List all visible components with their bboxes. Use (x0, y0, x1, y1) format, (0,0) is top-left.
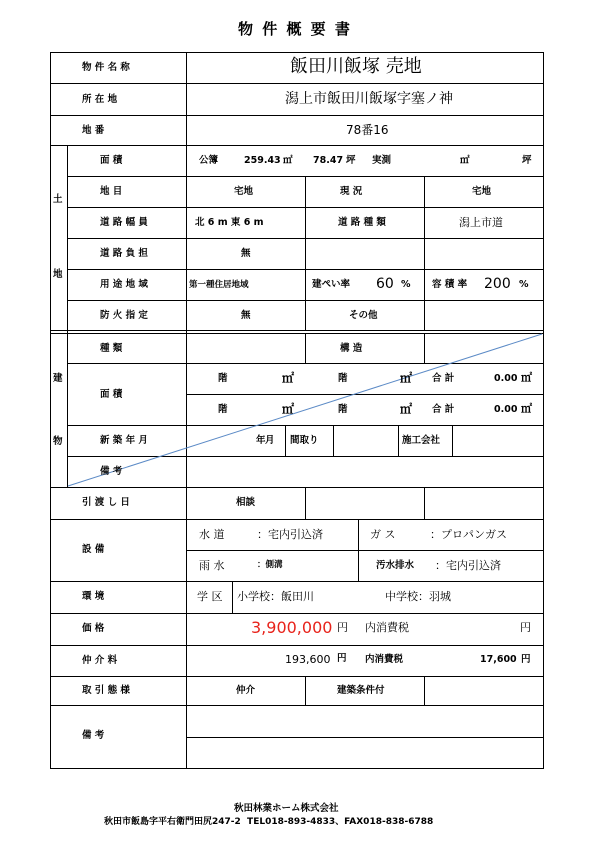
land-area-m2-unit: ㎡ (283, 155, 293, 166)
built-month-unit: 月 (265, 435, 275, 446)
building-area-label: 面 積 (100, 389, 123, 400)
road-type-value: 潟上市道 (459, 216, 503, 229)
delivery-value: 相談 (236, 497, 256, 508)
total2-unit: ㎡ (521, 402, 532, 415)
commission-yen: 円 (337, 653, 347, 664)
price-label: 価 格 (82, 623, 105, 634)
bcr-percent: % (401, 279, 411, 290)
water-value: ：宅内引込済 (257, 528, 323, 541)
location-label: 所 在 地 (82, 94, 118, 105)
commission-value: 193,600 (285, 653, 331, 666)
facilities-label: 設 備 (82, 544, 105, 555)
layout-label: 間取り (290, 435, 319, 446)
fire-value: 無 (241, 310, 251, 321)
floor2-b-unit: ㎡ (400, 402, 413, 416)
commission-tax-value: 17,600 (480, 654, 517, 665)
land-status-value: 宅地 (472, 186, 492, 197)
land-area-label: 面 積 (100, 155, 123, 166)
land-area-m2: 259.43 (244, 155, 281, 166)
building-type-label: 種 類 (100, 343, 123, 354)
rain-value: ：側溝 (257, 560, 283, 570)
building-remarks-label: 備 考 (100, 466, 123, 477)
rain-label: 雨 水 (199, 559, 225, 572)
remarks-label: 備 考 (82, 730, 105, 741)
far-percent: % (519, 279, 529, 290)
floor2-b-label: 階 (338, 404, 348, 415)
road-burden-label: 道 路 負 担 (100, 248, 148, 259)
footer-company: 秋田林業ホーム株式会社 (234, 803, 339, 814)
floor1-a-label: 階 (218, 373, 228, 384)
lot-number-label: 地 番 (82, 125, 105, 136)
lot-number-value: 78番16 (346, 123, 389, 137)
delivery-label: 引 渡 し 日 (82, 497, 130, 508)
environment-label: 環 境 (82, 591, 105, 602)
land-area-tsubo-unit: 坪 (346, 155, 356, 166)
far-value: 200 (484, 276, 511, 292)
floor1-a-unit: ㎡ (282, 371, 295, 385)
survey-m2-unit: ㎡ (460, 155, 470, 166)
road-width-label: 道 路 幅 員 (100, 217, 148, 228)
price-value: 3,900,000 (251, 618, 333, 637)
elementary-school: 小学校：飯田川 (237, 590, 314, 603)
floor2-a-label: 階 (218, 404, 228, 415)
land-area-tsubo: 78.47 (313, 155, 344, 166)
road-type-label: 道 路 種 類 (338, 217, 386, 228)
price-yen: 円 (337, 621, 348, 634)
land-section-label-bottom: 地 (53, 269, 63, 280)
commission-tax-label: 内消費税 (365, 654, 404, 665)
zoning-value: 第一種住居地域 (189, 280, 249, 290)
zoning-label: 用 途 地 域 (100, 279, 148, 290)
survey-tsubo-unit: 坪 (522, 155, 532, 166)
built-date-label: 新 築 年 月 (100, 435, 148, 446)
road-burden-value: 無 (241, 248, 251, 259)
location-value: 潟上市飯田川飯塚字塞ノ神 (285, 91, 453, 107)
gas-label: ガ ス (370, 528, 396, 541)
property-name-label: 物 件 名 称 (82, 62, 130, 73)
transaction-label: 取 引 態 様 (82, 685, 130, 696)
building-section-label-bottom: 物 (53, 436, 63, 447)
registry-label: 公簿 (199, 155, 219, 166)
commission-label: 仲 介 料 (82, 655, 118, 666)
total2-value: 0.00 (494, 404, 518, 415)
fire-label: 防 火 指 定 (100, 310, 148, 321)
gas-value: ：プロパンガス (430, 528, 507, 541)
transaction-value: 仲介 (236, 685, 256, 696)
other-label: その他 (349, 310, 378, 321)
land-category-label: 地 目 (100, 186, 123, 197)
transaction-condition: 建築条件付 (337, 685, 385, 696)
total1-label: 合 計 (432, 373, 455, 384)
sewage-value: ：宅内引込済 (435, 559, 501, 572)
building-structure-label: 構 造 (340, 343, 363, 354)
school-district-label: 学 区 (197, 590, 223, 603)
far-label: 容 積 率 (432, 279, 468, 290)
builder-label: 施工会社 (402, 435, 441, 446)
price-tax-yen: 円 (520, 621, 531, 634)
floor1-b-unit: ㎡ (400, 371, 413, 385)
land-category-value: 宅地 (234, 186, 254, 197)
floor1-b-label: 階 (338, 373, 348, 384)
bcr-value: 60 (376, 276, 394, 292)
page-title: 物 件 概 要 書 (238, 20, 352, 38)
bcr-label: 建ぺい率 (312, 279, 351, 290)
price-tax-label: 内消費税 (365, 621, 409, 634)
survey-label: 実測 (372, 155, 392, 166)
total1-value: 0.00 (494, 373, 518, 384)
building-section-label-top: 建 (53, 373, 63, 384)
water-label: 水 道 (199, 528, 225, 541)
land-section-label-top: 土 (53, 194, 63, 205)
floor2-a-unit: ㎡ (282, 402, 295, 416)
footer-address: 秋田市飯島字平右衛門田尻247-2 TEL018-893-4833、FAX018-838-6788 (104, 817, 434, 827)
land-status-label: 現 況 (340, 186, 363, 197)
total2-label: 合 計 (432, 404, 455, 415)
junior-high-school: 中学校：羽城 (385, 590, 451, 603)
built-year-unit: 年 (256, 435, 266, 446)
sewage-label: 汚水排水 (376, 560, 415, 571)
property-name-value: 飯田川飯塚 売地 (290, 56, 422, 77)
commission-tax-yen: 円 (521, 654, 531, 665)
total1-unit: ㎡ (521, 371, 532, 384)
road-width-value: 北 6 m 東 6 m (195, 217, 264, 228)
